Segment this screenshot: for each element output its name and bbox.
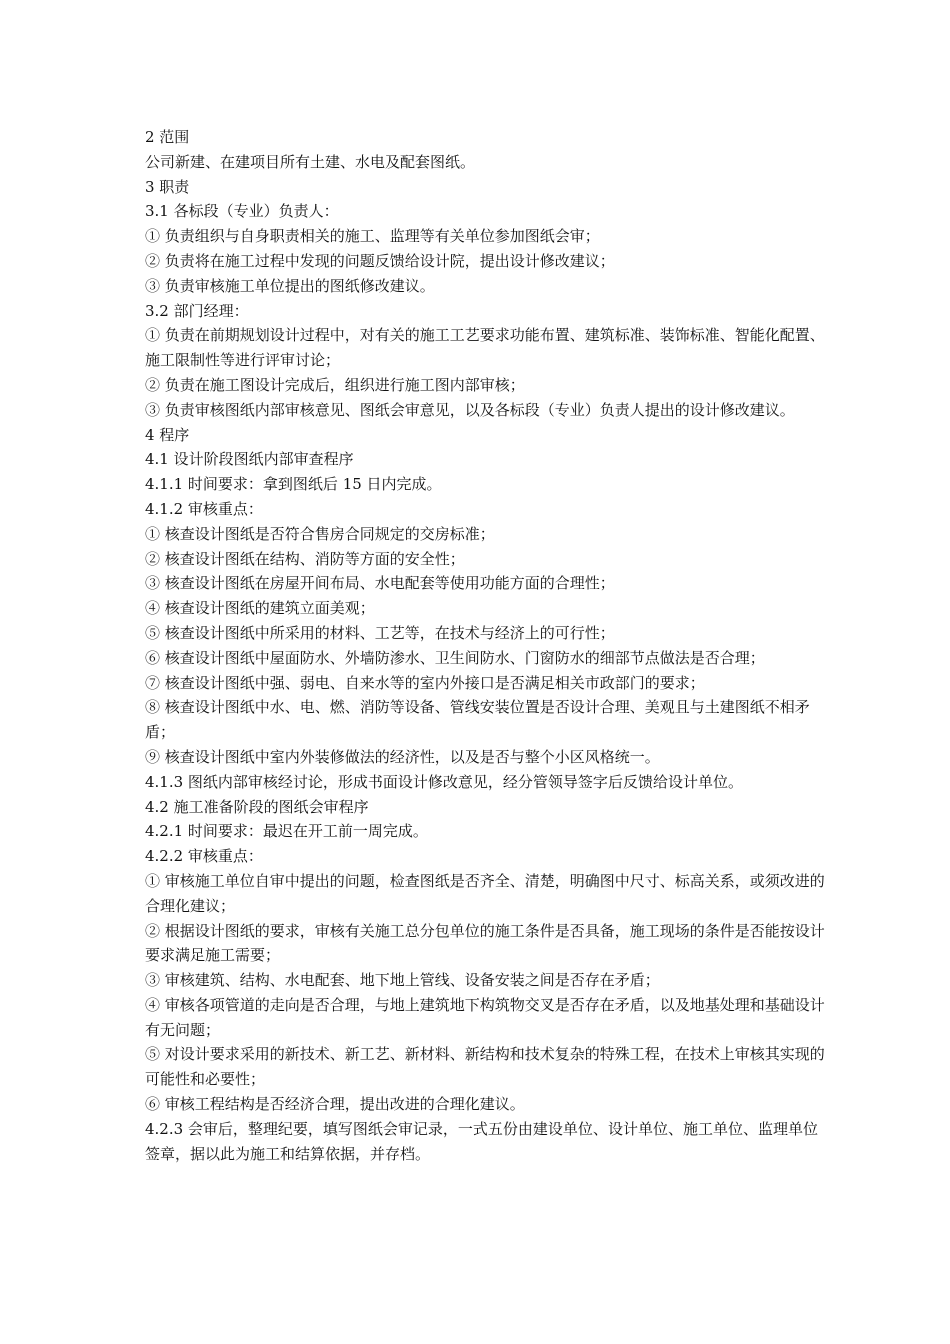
paragraph-4-2-1: 4.2.1 时间要求：最迟在开工前一周完成。 [145, 822, 428, 841]
list-item: ② 负责将在施工过程中发现的问题反馈给设计院，提出设计修改建议； [145, 251, 615, 270]
list-item: ② 核查设计图纸在结构、消防等方面的安全性； [145, 549, 465, 568]
subsection-heading-4-1: 4.1 设计阶段图纸内部审查程序 [145, 450, 354, 469]
list-item: ⑤ 对设计要求采用的新技术、新工艺、新材料、新结构和技术复杂的特殊工程，在技术上审核其实现的可能性和必要性； [145, 1045, 825, 1089]
list-item: ① 负责在前期规划设计过程中，对有关的施工工艺要求功能布置、建筑标准、装饰标准、智能化配置、施工限制性等进行评审讨论； [145, 326, 825, 370]
list-item: ④ 核查设计图纸的建筑立面美观； [145, 599, 375, 618]
list-item: ① 核查设计图纸是否符合售房合同规定的交房标准； [145, 524, 495, 543]
list-item: ③ 负责审核图纸内部审核意见、图纸会审意见，以及各标段（专业）负责人提出的设计修改建议。 [145, 400, 795, 419]
paragraph-4-2-3: 4.2.3 会审后，整理纪要，填写图纸会审记录，一式五份由建设单位、设计单位、施工单位、监理单位签章，据以此为施工和结算依据，并存档。 [145, 1119, 818, 1163]
list-item: ③ 审核建筑、结构、水电配套、地下地上管线、设备安装之间是否存在矛盾； [145, 971, 660, 990]
subsection-heading-4-2: 4.2 施工准备阶段的图纸会审程序 [145, 797, 369, 816]
list-item: ② 根据设计图纸的要求，审核有关施工总分包单位的施工条件是否具备，施工现场的条件是否能按设计要求满足施工需要； [145, 921, 825, 965]
paragraph-4-1-3: 4.1.3 图纸内部审核经讨论，形成书面设计修改意见，经分管领导签字后反馈给设计单位。 [145, 772, 743, 791]
list-item: ⑥ 审核工程结构是否经济合理，提出改进的合理化建议。 [145, 1095, 525, 1114]
list-item: ③ 核查设计图纸在房屋开间布局、水电配套等使用功能方面的合理性； [145, 574, 615, 593]
paragraph-scope: 公司新建、在建项目所有土建、水电及配套图纸。 [145, 152, 476, 171]
subsection-heading-3-1: 3.1 各标段（专业）负责人： [145, 202, 339, 221]
section-heading-duties: 3 职责 [145, 177, 190, 196]
list-item: ⑥ 核查设计图纸中屋面防水、外墙防渗水、卫生间防水、门窗防水的细部节点做法是否合理； [145, 648, 765, 667]
subsection-heading-4-1-2: 4.1.2 审核重点： [145, 499, 263, 518]
list-item: ② 负责在施工图设计完成后，组织进行施工图内部审核； [145, 375, 525, 394]
section-heading-scope: 2 范围 [145, 128, 190, 146]
list-item: ① 审核施工单位自审中提出的问题，检查图纸是否齐全、清楚，明确图中尺寸、标高关系，或须改进的合理化建议； [145, 871, 825, 915]
list-item: ③ 负责审核施工单位提出的图纸修改建议。 [145, 276, 435, 295]
document-body [145, 125, 825, 1166]
section-heading-procedure: 4 程序 [145, 425, 190, 444]
paragraph-4-1-1: 4.1.1 时间要求：拿到图纸后 15 日内完成。 [145, 475, 442, 494]
list-item: ⑨ 核查设计图纸中室内外装修做法的经济性，以及是否与整个小区风格统一。 [145, 747, 660, 766]
subsection-heading-4-2-2: 4.2.2 审核重点： [145, 847, 263, 866]
list-item: ⑧ 核查设计图纸中水、电、燃、消防等设备、管线安装位置是否设计合理、美观且与土建图纸不相矛盾； [145, 698, 810, 742]
list-item: ⑤ 核查设计图纸中所采用的材料、工艺等，在技术与经济上的可行性； [145, 623, 615, 642]
list-item: ⑦ 核查设计图纸中强、弱电、自来水等的室内外接口是否满足相关市政部门的要求； [145, 673, 705, 692]
list-item: ④ 审核各项管道的走向是否合理，与地上建筑地下构筑物交叉是否存在矛盾，以及地基处理和基础设计有无问题； [145, 995, 825, 1039]
list-item: ① 负责组织与自身职责相关的施工、监理等有关单位参加图纸会审； [145, 227, 600, 246]
subsection-heading-3-2: 3.2 部门经理： [145, 301, 249, 320]
